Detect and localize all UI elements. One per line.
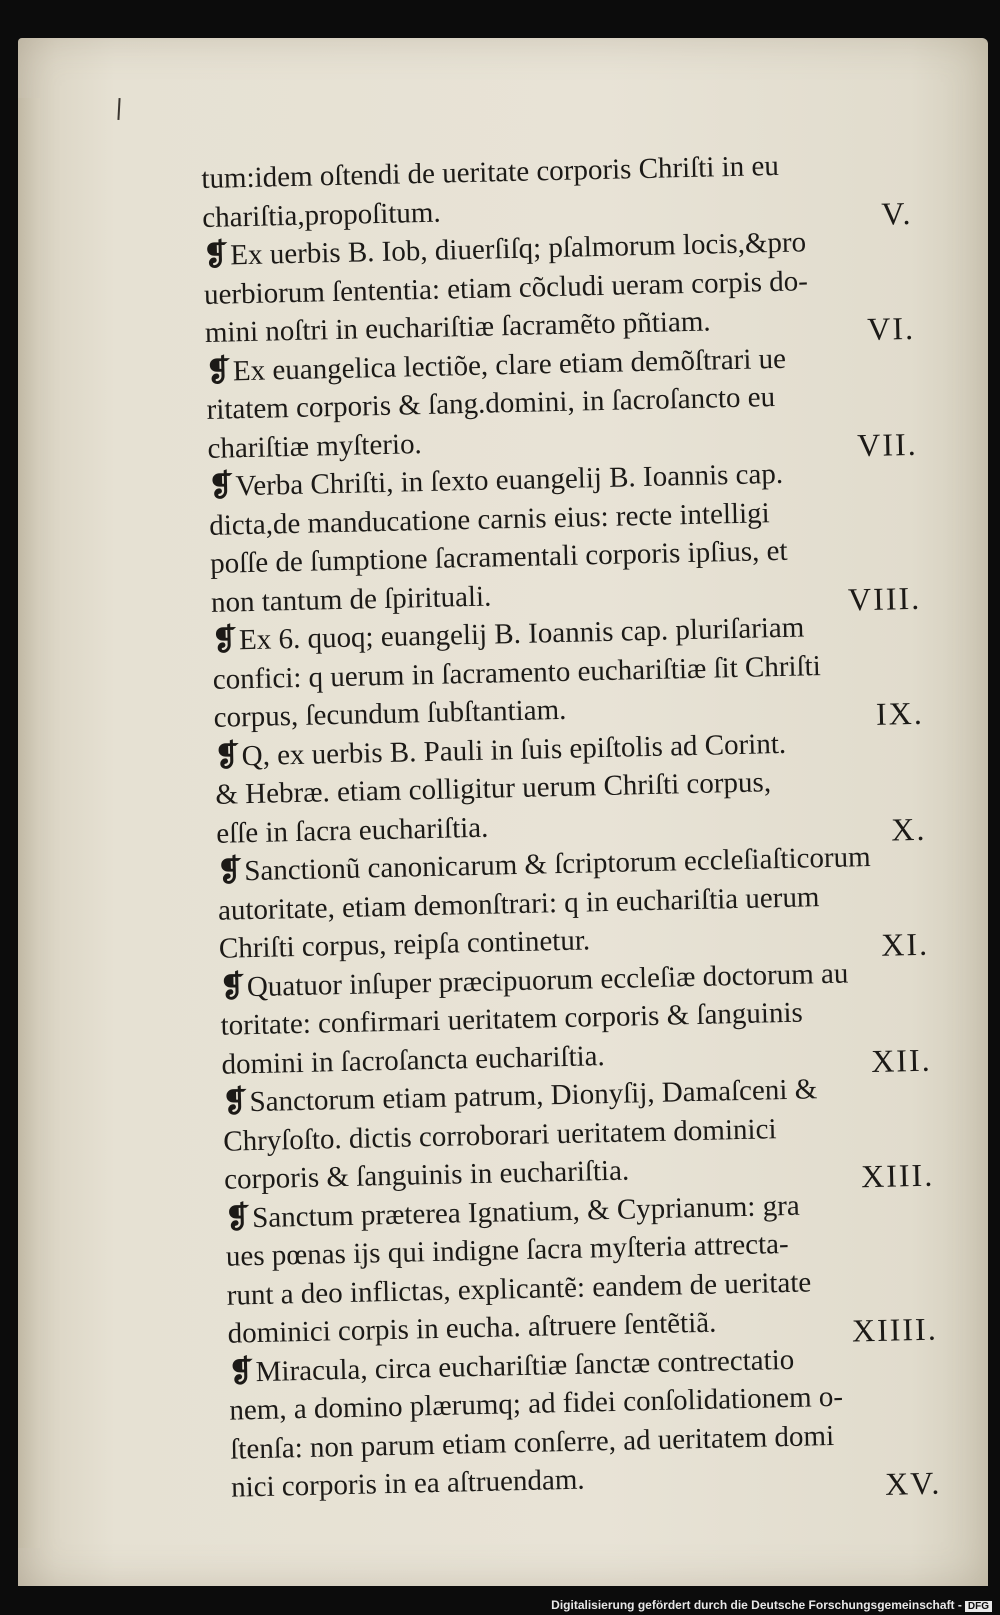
paragraph-mark-icon: ❡ [216, 854, 243, 888]
section-numeral: VII. [856, 425, 919, 463]
line-text: nem, a domino plærumq; ad fidei conſolidationem o- [229, 1380, 844, 1427]
book-page [18, 38, 988, 1586]
page-edge [18, 98, 40, 1548]
section-numeral: VI. [866, 309, 916, 347]
line-text: Ex euangelica lectiõe, clare etiam demõſtrari ue [232, 342, 787, 387]
line-text: confici: q uerum in ſacramento euchariſtiæ ſit Chriſti [212, 649, 822, 696]
section-numeral: XI. [880, 925, 930, 963]
line-text: ues pœnas ijs qui indigne ſacra myſteria attrecta- [225, 1227, 789, 1273]
paragraph-mark-icon: ❡ [208, 469, 234, 503]
line-text: eſſe in ſacra euchariſtia. [215, 811, 489, 850]
paragraph-mark-icon: ❡ [228, 1354, 255, 1389]
credit-text: Digitalisierung gefördert durch die Deutsche Forschungsgemeinschaft - [551, 1598, 962, 1612]
section-numeral: IX. [875, 694, 925, 732]
line-text: corpus, ſecundum ſubſtantiam. [213, 693, 567, 734]
paragraph-mark-icon: ❡ [219, 969, 246, 1004]
paragraph-mark-icon: ❡ [214, 738, 241, 773]
paragraph-mark-icon: ❡ [222, 1085, 248, 1119]
line-text: Verba Chriſti, in ſexto euangelij B. Ioannis cap. [235, 457, 784, 503]
line-text: corporis & ſanguinis in euchariſtia. [223, 1154, 630, 1196]
line-text: Ex uerbis B. Iob, diuerſiſq; pſalmorum locis,&pro [229, 226, 807, 272]
paragraph-mark-icon: ❡ [202, 238, 229, 272]
digitization-credit [551, 1598, 992, 1612]
line-text: toritate: confirmari ueritatem corporis & ſanguinis [220, 996, 804, 1042]
line-text: Sanctorum etiam patrum, Dionyſij, Damaſceni & [249, 1073, 818, 1119]
line-text: uerbiorum ſententia: etiam cõcludi ueram corpis do- [203, 264, 809, 311]
line-text: autoritate, etiam demonſtrari: q in euchariſtia uerum [217, 880, 820, 927]
line-text: Miracula, circa euchariſtiæ ſanctæ contrectatio [255, 1343, 795, 1388]
paragraph-mark-icon: ❡ [224, 1200, 251, 1235]
section-numeral: XIII. [860, 1156, 935, 1195]
line-text: nici corporis in ea aſtruendam. [230, 1463, 585, 1504]
section-numeral: X. [890, 810, 927, 848]
line-text: ſtenſa: non parum etiam conſerre, ad ueritatem domi [229, 1419, 835, 1466]
line-text: poſſe de ſumptione ſacramentali corporis ipſius, et [209, 534, 788, 580]
line-text: & Hebræ. etiam colligitur uerum Chriſti corpus, [215, 766, 772, 811]
line-text: mini noſtri in euchariſtiæ ſacramẽto pñtiam. [204, 305, 711, 349]
section-numeral: XII. [870, 1041, 932, 1079]
line-text: chariſtiæ myſterio. [207, 427, 423, 465]
section-numeral: V. [880, 194, 913, 232]
line-text: Sanctum præterea Ignatium, & Cyprianum: gra [251, 1189, 801, 1234]
line-text: Q, ex uerbis B. Pauli in ſuis epiſtolis ad Corint. [241, 727, 787, 772]
line-text: Ex 6. quoq; euangelij B. Ioannis cap. pluriſariam [238, 611, 805, 657]
section-numeral: XV. [884, 1464, 942, 1502]
paragraph-mark-icon: ❡ [205, 353, 232, 388]
dfg-logo: DFG [965, 1601, 992, 1612]
line-text: dominici corpis in eucha. aſtruere ſentẽtiã. [227, 1306, 717, 1350]
line-text: runt a deo inflictas, explicantẽ: eandem de ueritate [226, 1265, 812, 1312]
section-numeral: VIII. [847, 579, 922, 617]
text-block [201, 144, 951, 1507]
margin-mark [117, 98, 120, 120]
line-text: non tantum de ſpirituali. [210, 580, 492, 619]
line-text: tum:idem oſtendi de ueritate corporis Chriſti in eu [201, 149, 780, 195]
line-text: Sanctionũ canonicarum & ſcriptorum eccleſiaſticorum [243, 840, 872, 888]
line-text: domini in ſacroſancta euchariſtia. [221, 1039, 606, 1081]
line-text: chariſtia,propoſitum. [201, 196, 441, 234]
line-text: dicta,de manducatione carnis eius: recte intelligi [208, 496, 770, 542]
line-text: ritatem corporis & ſang.domini, in ſacroſancto eu [206, 381, 776, 426]
line-text: Quatuor inſuper præcipuorum eccleſiæ doctorum au [246, 957, 849, 1003]
line-text: Chriſti corpus, reipſa continetur. [218, 924, 591, 965]
section-numeral: XIIII. [851, 1310, 939, 1349]
line-text: Chryſoſto. dictis corroborari ueritatem dominici [222, 1112, 777, 1158]
paragraph-mark-icon: ❡ [211, 623, 238, 657]
